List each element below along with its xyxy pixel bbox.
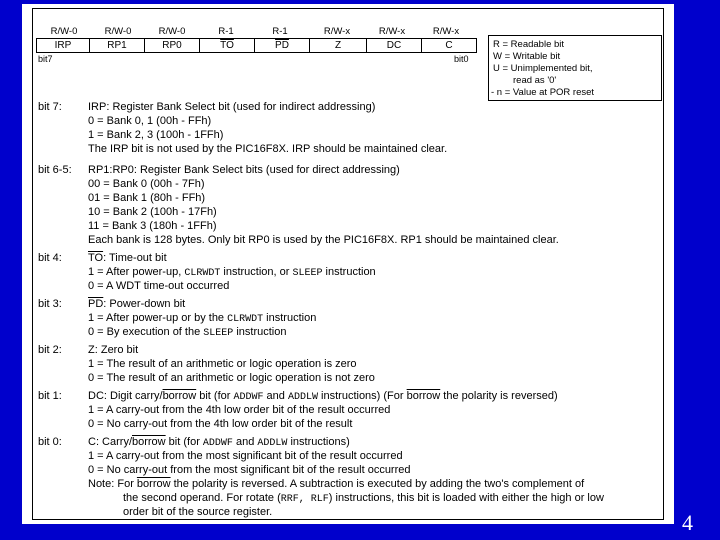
to-line: 0 = A WDT time-out occurred [88, 280, 230, 292]
legend-unimplemented: U = Unimplemented bit, [493, 63, 593, 74]
pd-title: $\overline{PD}$: Power-down bit [88, 298, 186, 310]
irp-line: 0 = Bank 0, 1 (00h - FFh) [88, 115, 212, 127]
dc-line: 0 = No carry-out from the 4th low order bit of the result [88, 418, 353, 430]
access-bit6: R/W-0 [104, 26, 132, 37]
legend-readable: R = Readable bit [493, 39, 565, 50]
bit2-number: bit 2: [38, 344, 62, 356]
access-bit2: R/W-x [323, 26, 351, 37]
bit-cell-dc: DC [366, 38, 421, 53]
c-note: order bit of the source register. [123, 506, 273, 518]
bit1-number: bit 1: [38, 390, 62, 402]
dc-line: 1 = A carry-out from the 4th low order bit of the result occurred [88, 404, 391, 416]
bit-cell-to: $\overline{TO}$ [199, 38, 254, 53]
pd-line: 1 = After power-up or by the CLRWDT instruction [88, 312, 317, 325]
irp-title: IRP: Register Bank Select bit (used for indirect addressing) [88, 101, 376, 113]
bit6-5-number: bit 6-5: [38, 164, 72, 176]
legend-por: - n = Value at POR reset [491, 87, 595, 98]
dc-title: DC: Digit carry/borrow bit (for ADDWF and ADDLW instructions) (For borrow the polarity is reversed) [88, 390, 558, 403]
bit4-number: bit 4: [38, 252, 62, 264]
rp-line: 10 = Bank 2 (100h - 17Fh) [88, 206, 217, 218]
c-line: 1 = A carry-out from the most significant bit of the result occurred [88, 450, 403, 462]
access-bit1: R/W-x [378, 26, 406, 37]
bit-cell-pd: $\overline{PD}$ [254, 38, 309, 53]
access-bit5: R/W-0 [158, 26, 186, 37]
legend-writable: W = Writable bit [493, 51, 561, 62]
rp-line: Each bank is 128 bytes. Only bit RP0 is used by the PIC16F8X. RP1 should be maintained clear. [88, 234, 559, 246]
rp-line: 11 = Bank 3 (180h - 1FFh) [88, 220, 217, 232]
bit-cell-z: Z [309, 38, 366, 53]
z-line: 0 = The result of an arithmetic or logic operation is not zero [88, 372, 375, 384]
bit0-number: bit 0: [38, 436, 62, 448]
bit0-label: bit0 [454, 54, 469, 64]
c-title: C: Carry/borrow bit (for ADDWF and ADDLW instructions) [88, 436, 350, 449]
bit7-label: bit7 [38, 54, 53, 64]
legend-box [488, 35, 662, 101]
legend-read-as: read as '0' [513, 75, 557, 86]
rp-title: RP1:RP0: Register Bank Select bits (used for direct addressing) [88, 164, 400, 176]
bit-cell-c: C [421, 38, 477, 53]
z-title: Z: Zero bit [88, 344, 139, 356]
bit-cell-rp1: RP1 [89, 38, 144, 53]
access-bit3: R-1 [272, 26, 288, 37]
c-note: the second operand. For rotate (RRF, RLF) instructions, this bit is loaded with either the high or low [123, 492, 604, 505]
c-line: 0 = No carry-out from the most significant bit of the result occurred [88, 464, 411, 476]
bit-cell-irp: IRP [36, 38, 89, 53]
irp-line: 1 = Bank 2, 3 (100h - 1FFh) [88, 129, 224, 141]
to-title: $\overline{TO}$: Time-out bit [88, 252, 167, 264]
access-bit7: R/W-0 [50, 26, 78, 37]
access-bit4: R-1 [218, 26, 234, 37]
pd-line: 0 = By execution of the SLEEP instruction [88, 326, 287, 339]
document-page [22, 4, 674, 524]
bit3-number: bit 3: [38, 298, 62, 310]
bit-cell-rp0: RP0 [144, 38, 199, 53]
rp-line: 00 = Bank 0 (00h - 7Fh) [88, 178, 205, 190]
page-number: 4 [682, 510, 693, 535]
bit7-number: bit 7: [38, 101, 62, 113]
to-line: 1 = After power-up, CLRWDT instruction, or SLEEP instruction [88, 266, 376, 279]
irp-line: The IRP bit is not used by the PIC16F8X. IRP should be maintained clear. [88, 143, 448, 155]
z-line: 1 = The result of an arithmetic or logic operation is zero [88, 358, 357, 370]
c-note: Note: For borrow the polarity is reversed. A subtraction is executed by adding the two's complement of [88, 478, 585, 490]
access-bit0: R/W-x [432, 26, 460, 37]
rp-line: 01 = Bank 1 (80h - FFh) [88, 192, 206, 204]
